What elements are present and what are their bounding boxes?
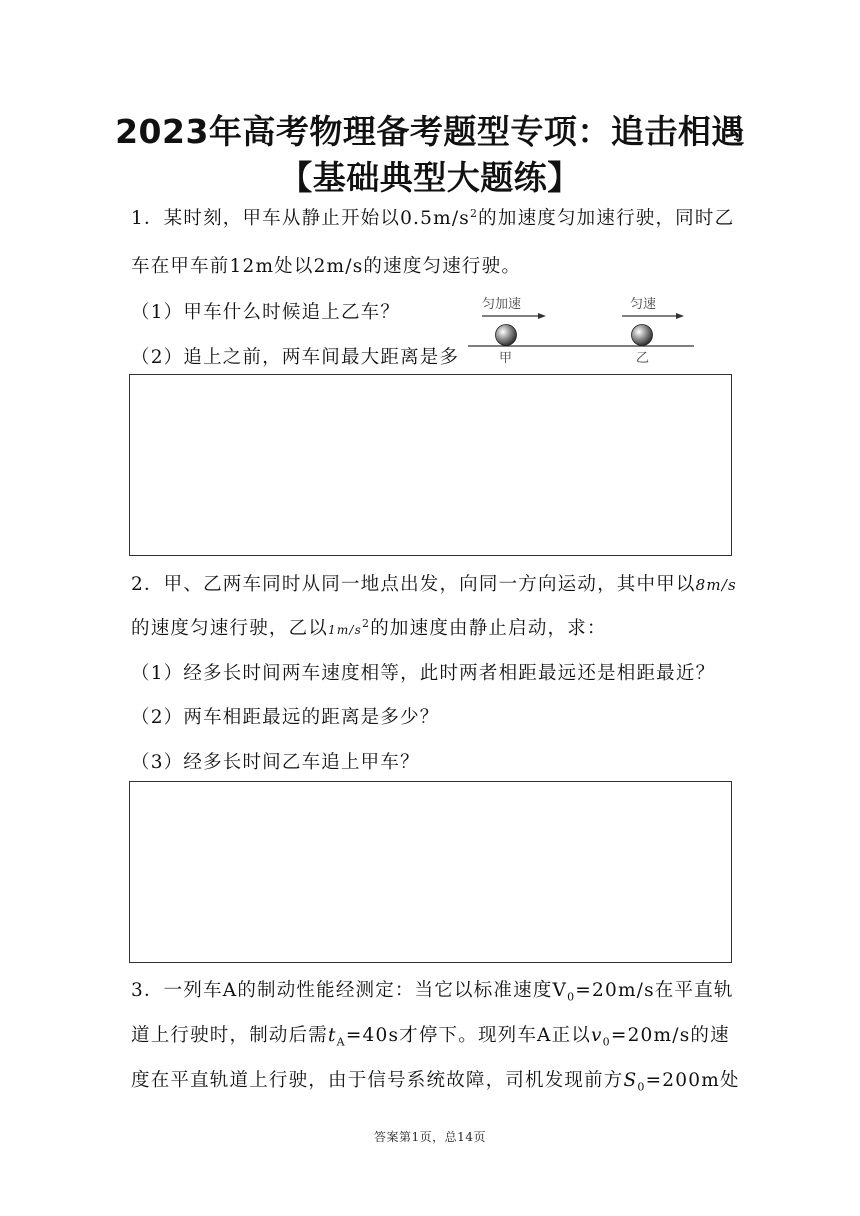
- q1-line1: [131, 204, 734, 230]
- q2-line2: [131, 614, 607, 640]
- q3-line1: [131, 976, 734, 1002]
- arrowhead-accel: [538, 313, 546, 319]
- q3-line3-text-a: 度在平直轨道上行驶，由于信号系统故障，司机发现前方: [131, 1070, 624, 1091]
- q2-line1: [131, 570, 737, 596]
- q2-sub2: （2）两车相距最远的距离是多少？: [131, 707, 440, 728]
- label-jia: 甲: [499, 351, 513, 366]
- q3-line1-text-b: =20m/s在平直轨: [575, 980, 734, 1001]
- q2-sub1: （1）经多长时间两车速度相等，此时两者相距最远还是相距最近？: [131, 663, 716, 684]
- q2-sub3: （3）经多长时间乙车追上甲车？: [131, 752, 420, 773]
- page-footer: 答案第1页，总14页: [374, 1130, 486, 1144]
- q3-var-s: S: [623, 1070, 638, 1091]
- q2-speed: 8m/s: [695, 576, 737, 594]
- answer-box-q2[interactable]: [129, 781, 732, 963]
- q3-var-v: v: [591, 1025, 603, 1046]
- q2-line2-text-b: 的加速度由静止启动，求：: [370, 618, 607, 639]
- label-uniform: 匀速: [630, 297, 657, 312]
- car-yi-ball: [632, 325, 653, 346]
- q3-line3-text-b: =200m处: [645, 1070, 740, 1091]
- page-title-line2: 【基础典型大题练】: [279, 158, 581, 197]
- q3-var-v-sub: 0: [602, 1035, 611, 1049]
- q3-line2-text-b: =40s才停下。现列车A正以: [345, 1025, 592, 1046]
- arrowhead-uniform: [676, 313, 684, 319]
- label-accel: 匀加速: [482, 297, 522, 312]
- q1-sub2: （2）追上之前，两车间最大距离是多: [131, 347, 460, 368]
- q1-sub1: （1）甲车什么时候追上乙车？: [131, 302, 401, 323]
- q3-line2-text-c: =20m/s的速: [610, 1025, 730, 1046]
- motion-diagram: [460, 294, 700, 369]
- q3-var-t: t: [328, 1025, 337, 1046]
- q3-var-t-sub: A: [336, 1035, 346, 1049]
- q3-line1-text-a: 3．一列车A的制动性能经测定：当它以标准速度V: [131, 980, 568, 1001]
- q1-line1-sup: 2: [469, 206, 479, 220]
- q3-line2-text-a: 道上行驶时，制动后需: [131, 1025, 329, 1046]
- q2-accel: 1m/s: [328, 623, 363, 637]
- q1-line2: 车在甲车前12m处以2m/s的速度匀速行驶。: [131, 256, 522, 277]
- car-jia-ball: [496, 325, 517, 346]
- label-yi: 乙: [636, 351, 650, 366]
- q3-line2: [131, 1021, 730, 1047]
- q2-line1-text: 2．甲、乙两车同时从同一地点出发，向同一方向运动，其中甲以: [131, 574, 696, 595]
- q2-line2-text-a: 的速度匀速行驶，乙以: [131, 618, 329, 639]
- q3-line1-sub: 0: [567, 990, 576, 1004]
- q1-line1-text-a: 1．某时刻，甲车从静止开始以0.5m/s: [131, 208, 470, 229]
- answer-box-q1[interactable]: [129, 374, 732, 556]
- q1-line1-text-b: 的加速度匀加速行驶，同时乙: [478, 208, 735, 229]
- q2-accel-sup: 2: [362, 616, 371, 630]
- page-title-line1: 2023年高考物理备考题型专项：追击相遇: [115, 112, 745, 151]
- q3-line3: [131, 1066, 740, 1092]
- q3-var-s-sub: 0: [637, 1080, 646, 1094]
